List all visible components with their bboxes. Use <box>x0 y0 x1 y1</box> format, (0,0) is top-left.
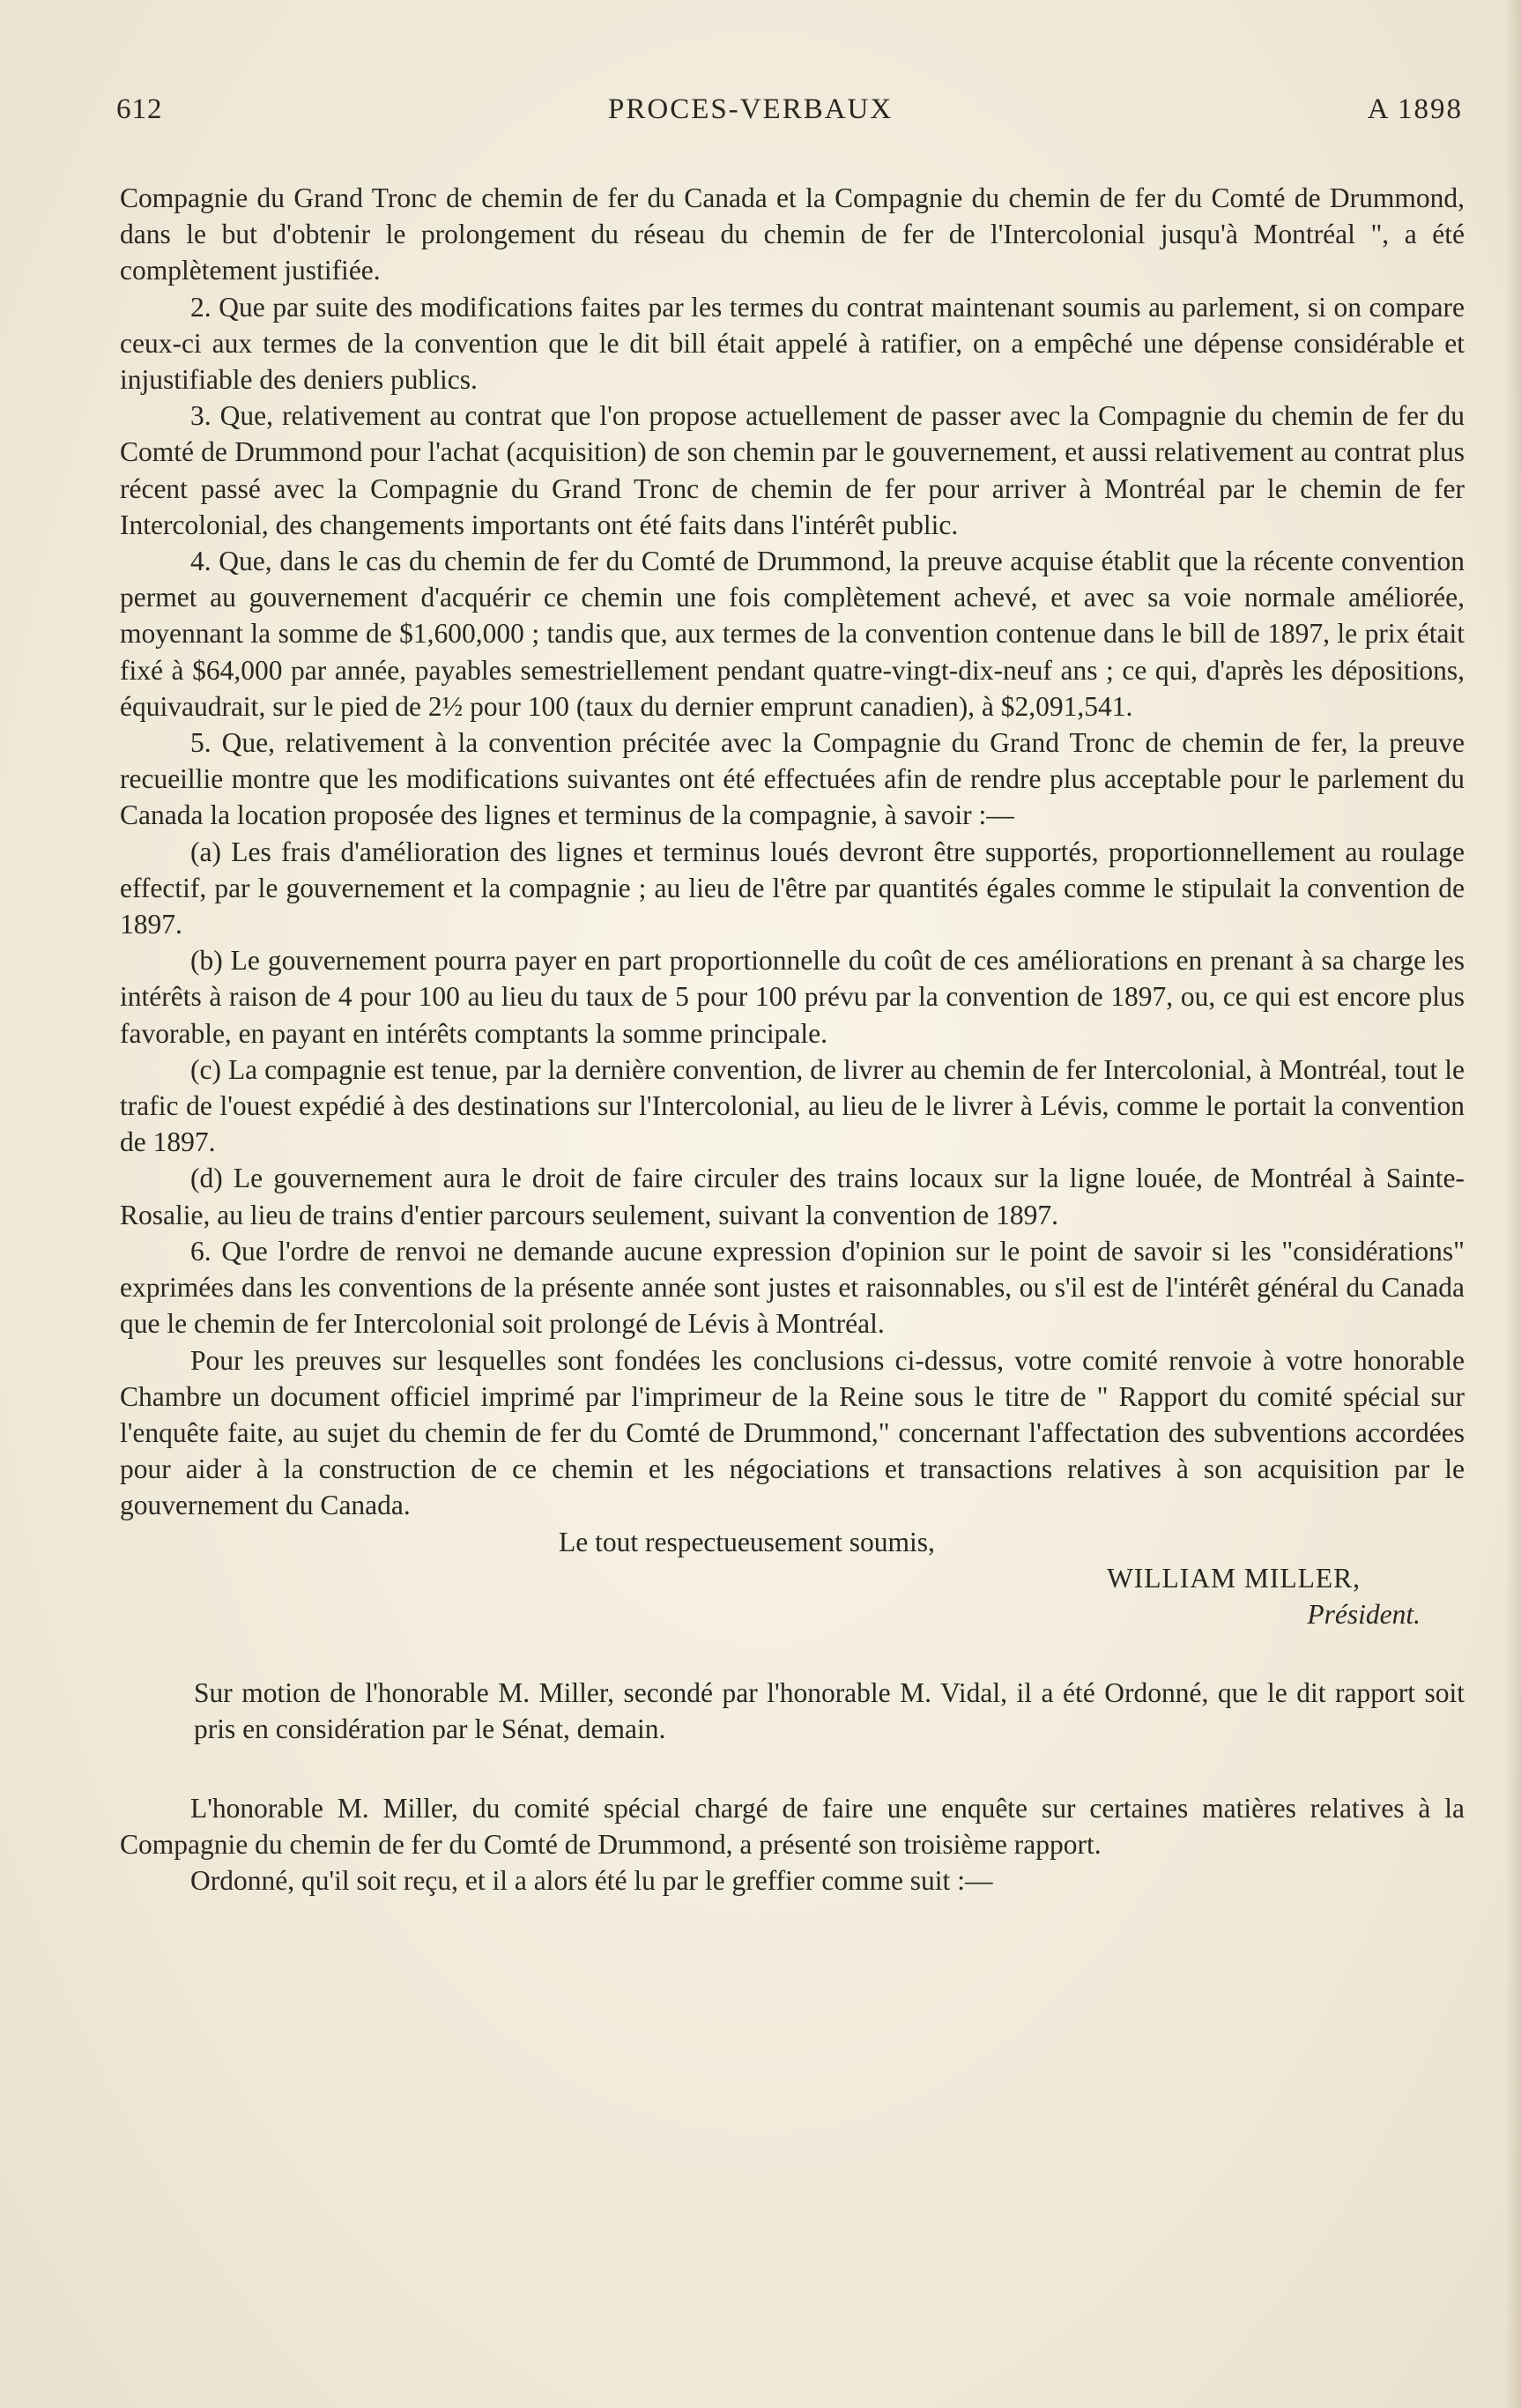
clause-c: (c) La compagnie est tenue, par la dernière convention, de livrer au chemin de fer Intercolonial, à Montréal, tout le trafic de l'ouest expédié à des destinations sur l'Intercolonial, au lieu de le livrer à Lévis, comme le portait la convention de 1897. <box>120 1053 1465 1158</box>
paragraph-2: 2. Que par suite des modifications faites par les termes du contrat maintenant soumis au parlement, si on compare ceux-ci aux termes de la convention que le dit bill était appelé à ratifier, on a empêché une dépense considérable et injustifiable des deniers publics. <box>120 291 1465 396</box>
header-year: A 1898 <box>1367 93 1463 125</box>
clause-d: (d) Le gouvernement aura le droit de faire circuler des trains locaux sur la ligne louée, de Montréal à Sainte-Rosalie, au lieu de trains d'entier parcours seulement, suivant la convention de 1897. <box>120 1163 1465 1230</box>
paragraph-6: 6. Que l'ordre de renvoi ne demande aucune expression d'opinion sur le point de savoir si les "considérations" exprimées dans les conventions de la présente année sont justes et raisonnables, ou s'il est de l'intérêt général du Canada que le chemin de fer Intercolonial soit prolongé de Lévis à Montréal. <box>120 1235 1465 1340</box>
spacer <box>120 1748 1465 1790</box>
paragraph-evidence: Pour les preuves sur lesquelles sont fondées les conclusions ci-dessus, votre comité renvoie à votre honorable Chambre un document officiel imprimé par l'imprimeur de la Reine sous le titre de " Rapport du comité spécial sur l'enquête faite, au sujet du chemin de fer du Comté de Drummond," concernant l'affectation des subventions accordées pour aider à la construction de ce chemin et les négociations et transactions relatives à son acquisition par le gouvernement du Canada. <box>120 1344 1465 1521</box>
paragraph-4: 4. Que, dans le cas du chemin de fer du Comté de Drummond, la preuve acquise établit que la récente convention permet au gouvernement d'acquérir ce chemin une fois complètement achevé, et avec sa voie normale améliorée, moyennant la somme de $1,600,000 ; tandis que, aux termes de la convention contenue dans le bill de 1897, le prix était fixé à $64,000 par année, payables semestriellement pendant quatre-vingt-dix-neuf ans ; ce qui, d'après les dépositions, équivaudrait, sur le pied de 2½ pour 100 (taux du dernier emprunt canadien), à $2,091,541. <box>120 546 1465 722</box>
spacer <box>120 1632 1465 1675</box>
closing-line: Le tout respectueusement soumis, <box>559 1526 935 1557</box>
paragraph-3: 3. Que, relativement au contrat que l'on propose actuellement de passer avec la Compagnie du chemin de fer du Comté de Drummond pour l'achat (acquisition) de son chemin par le gouvernement, et aussi relativement au contrat plus récent passé avec la Compagnie du Grand Tronc de chemin de fer pour arriver à Montréal par le chemin de fer Intercolonial, des changements importants ont été faits dans l'intérêt public. <box>120 400 1465 540</box>
page-edge-shadow <box>1505 0 1521 2408</box>
ordered-paragraph: Ordonné, qu'il soit reçu, et il a alors été lu par le greffier comme suit :— <box>190 1864 993 1896</box>
report-paragraph: L'honorable M. Miller, du comité spécial chargé de faire une enquête sur certaines matières relatives à la Compagnie du chemin de fer du Comté de Drummond, a présenté son troisième rapport. <box>120 1792 1465 1860</box>
paragraph-continuation: Compagnie du Grand Tronc de chemin de fer du Canada et la Compagnie du chemin de fer du Comté de Drummond, dans le but d'obtenir le prolongement du réseau du chemin de fer de l'Intercolonial jusqu'à Montréal ", a été complètement justifiée. <box>120 182 1465 286</box>
paragraph-5: 5. Que, relativement à la convention précitée avec la Compagnie du Grand Tronc de chemin de fer, la preuve recueillie montre que les modifications suivantes ont été effectuées afin de rendre plus acceptable pour le parlement du Canada la location proposée des lignes et terminus de la compagnie, à savoir :— <box>120 727 1465 831</box>
signature-title: Président. <box>1307 1598 1421 1630</box>
clause-a: (a) Les frais d'amélioration des lignes et terminus loués devront être supportés, proportionnellement au roulage effectif, par le gouvernement et la compagnie ; au lieu de l'être par quantités égales comme le stipulait la convention de 1897. <box>120 836 1465 940</box>
signature: WILLIAM MILLER, <box>1107 1562 1361 1594</box>
clause-b: (b) Le gouvernement pourra payer en part proportionnelle du coût de ces améliorations en prenant à sa charge les intérêts à raison de 4 pour 100 au lieu du taux de 5 pour 100 prévu par la convention de 1897, ou, ce qui est encore plus favorable, en payant en intérêts comptants la somme principale. <box>120 945 1465 1049</box>
page-header <box>116 85 1463 137</box>
motion-paragraph: Sur motion de l'honorable M. Miller, secondé par l'honorable M. Vidal, il a été Ordonné, que le dit rapport soit pris en considération par le Sénat, demain. <box>194 1677 1465 1745</box>
body-text <box>120 180 1465 1899</box>
page-number: 612 <box>116 93 163 125</box>
running-title: PROCES-VERBAUX <box>608 93 894 125</box>
